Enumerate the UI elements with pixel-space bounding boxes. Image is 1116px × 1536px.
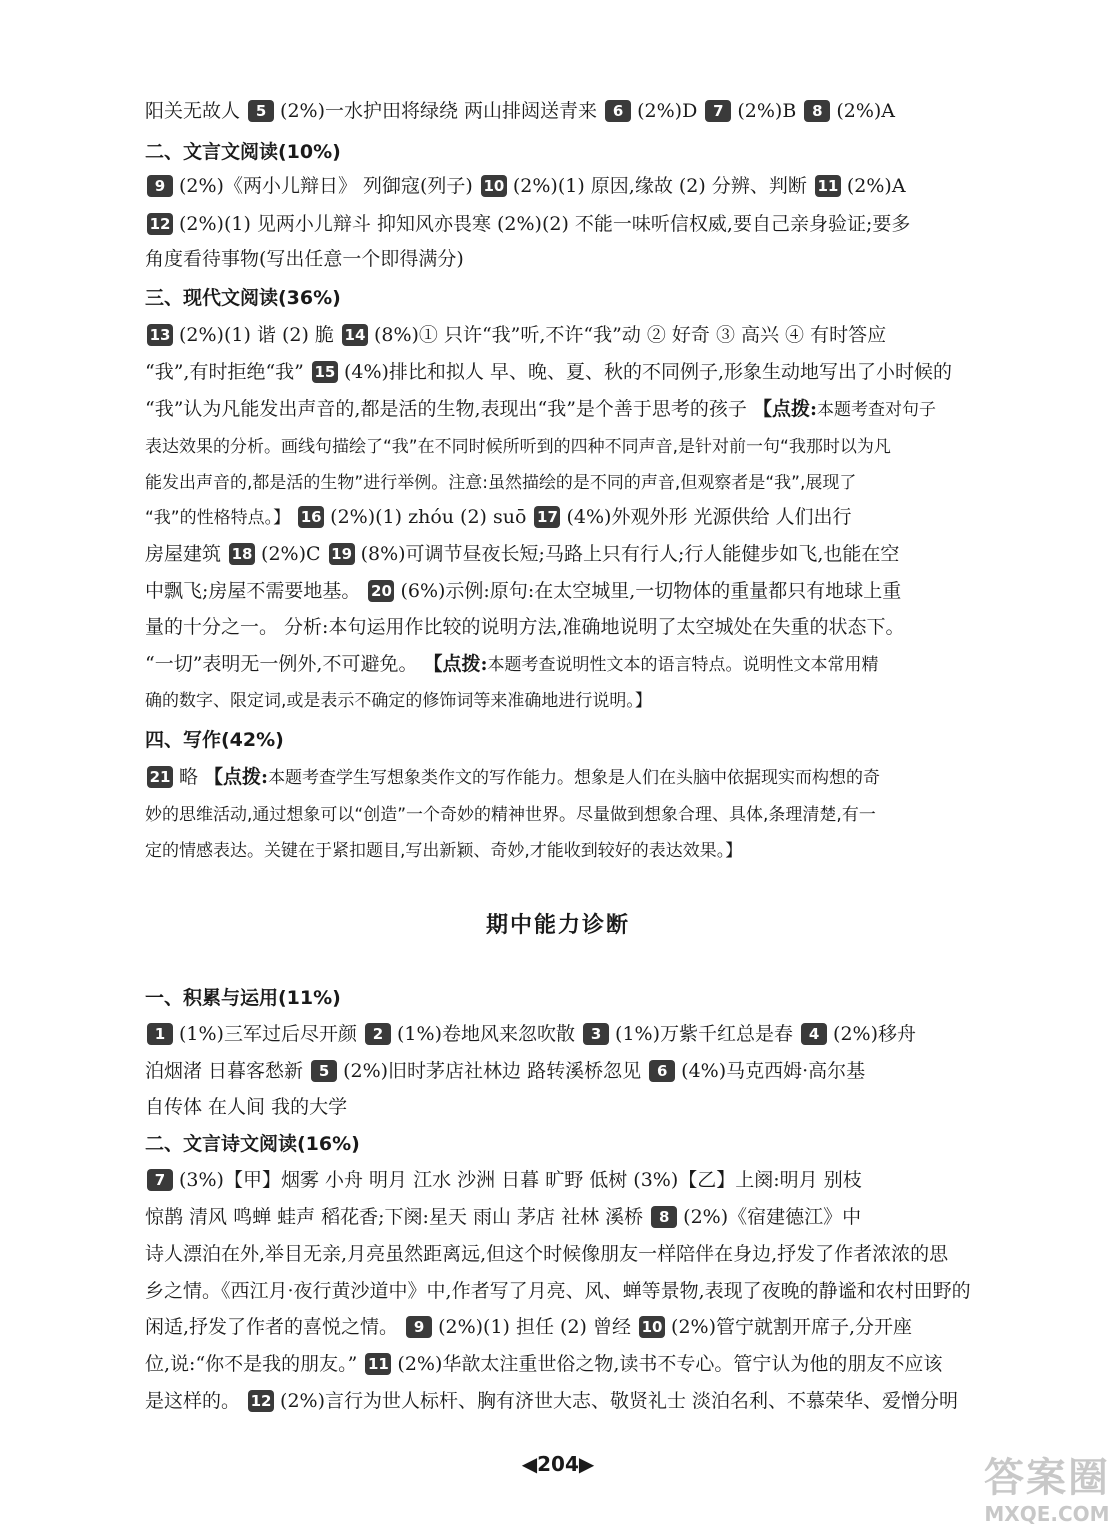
text-line: 诗人漂泊在外,举目无亲,月亮虽然距离远,但这个时候像朋友一样陪伴在身边,抒发了作者浓浓的思 [145,1243,949,1265]
text-line [145,432,1025,461]
question-number-badge: 5 [311,1060,337,1082]
tip-text: 妙的思维活动,通过想象可以“创造”一个奇妙的精神世界。尽量做到想象合理、具体,条理清楚,有一 [145,805,876,825]
text-line: 12 (2%)(1) 见两小儿辩斗 抑知风亦畏寒 (2%)(2) 不能一味听信权威,要自己亲身验证;要多 [145,210,1025,238]
text-line: 是这样的。 12 (2%)言行为世人标杆、胸有济世大志、敬贤礼士 淡泊名利、不慕荣华、爱憎分明 [145,1390,959,1412]
watermark-logo [982,1454,1112,1534]
question-number-badge: 9 [147,175,173,197]
question-number-badge: 10 [481,175,507,197]
page-number: ◀204▶ [521,1452,595,1476]
text-line: 1 (1%)三军过后尽开颜 2 (1%)卷地风来忽吹散 3 (1%)万紫千红总是春 4 (2%)移舟 [145,1020,1025,1048]
question-number-badge: 9 [406,1316,432,1338]
text-line: “我”的性格特点。】 16 (2%)(1) zhóu (2) suō 17 (4%)外观外形 光源供给 人们出行 [145,506,852,528]
text-line: “我”认为凡能发出声音的,都是活的生物,表现出“我”是个善于思考的孩子 【点拨:本题考查对句子 [145,398,936,420]
question-number-badge: 21 [147,766,173,788]
question-number-badge: 16 [298,506,324,528]
question-number-badge: 15 [312,361,338,383]
tip-text: 本题考查对句子 [817,400,936,420]
text-line: 量的十分之一。 分析:本句运用作比较的说明方法,准确地说明了太空城处在失重的状态下。 [145,616,905,638]
section-heading: 一、积累与运用(11%) [145,987,341,1009]
question-number-badge: 8 [651,1206,677,1228]
text-line: 角度看待事物(写出任意一个即得满分) [145,248,464,270]
question-number-badge: 18 [229,543,255,565]
question-number-badge: 1 [147,1023,173,1045]
question-number-badge: 10 [639,1316,665,1338]
tip-text: 定的情感表达。关键在于紧扣题目,写出新颖、奇妙,才能收到较好的表达效果。】 [145,841,743,861]
text-line: 乡之情。《西江月·夜行黄沙道中》中,作者写了月亮、风、蝉等景物,表现了夜晚的静谧和农村田野的 [145,1280,971,1302]
text-line: 9 (2%)《两小儿辩日》 列御寇(列子) 10 (2%)(1) 原因,缘故 (2) 分辨、判断 11 (2%)A [145,172,1025,200]
text-line: “一切”表明无一例外,不可避免。 【点拨:本题考查说明性文本的语言特点。说明性文本常用精 [145,653,879,675]
question-number-badge: 12 [147,213,173,235]
tip-text: 本题考查学生写想象类作文的写作能力。想象是人们在头脑中依据现实而构想的奇 [268,768,881,788]
question-number-badge: 11 [815,175,841,197]
section-heading: 四、写作(42%) [145,729,284,751]
question-number-badge: 6 [605,100,631,122]
question-number-badge: 14 [342,324,368,346]
section-heading: 二、文言诗文阅读(16%) [145,1133,360,1155]
text-line: 泊烟渚 日暮客愁新 5 (2%)旧时茅店社林边 路转溪桥忽见 6 (4%)马克西姆·高尔基 [145,1060,866,1082]
section-heading: 二、文言文阅读(10%) [145,141,341,163]
question-number-badge: 11 [365,1353,391,1375]
question-number-badge: 3 [583,1023,609,1045]
text-line: 中飘飞;房屋不需要地基。 20 (6%)示例:原句:在太空城里,一切物体的重量都只有地球上重 [145,580,902,602]
text-line [145,686,1025,715]
question-number-badge: 2 [365,1023,391,1045]
question-number-badge: 7 [147,1169,173,1191]
question-number-badge: 5 [248,100,274,122]
text-line [145,836,1025,865]
text-line: 房屋建筑 18 (2%)C 19 (8%)可调节昼夜长短;马路上只有行人;行人能健步如飞,也能在空 [145,543,900,565]
text-line: 阳关无故人 5 (2%)一水护田将绿绕 两山排闼送青来 6 (2%)D 7 (2%)B 8 (2%)A [145,100,896,122]
question-number-badge: 7 [705,100,731,122]
text-line: 闲适,抒发了作者的喜悦之情。 9 (2%)(1) 担任 (2) 曾经 10 (2%)管宁就割开席子,分开座 [145,1316,913,1338]
text-line: 自传体 在人间 我的大学 [145,1096,348,1118]
text-line: 21 略 【点拨:本题考查学生写想象类作文的写作能力。想象是人们在头脑中依据现实而构想的奇 [145,763,1025,792]
section-title: 期中能力诊断 [485,913,630,938]
question-number-badge: 4 [801,1023,827,1045]
text-line: 位,说:“你不是我的朋友。” 11 (2%)华歆太注重世俗之物,读书不专心。管宁认为他的朋友不应该 [145,1353,943,1375]
text-line: 惊鹊 清风 鸣蝉 蛙声 稻花香;下阕:星天 雨山 茅店 社林 溪桥 8 (2%)《宿建德江》中 [145,1206,862,1228]
question-number-badge: 6 [649,1060,675,1082]
tip-text: 能发出声音的,都是活的生物”进行举例。注意:虽然描绘的是不同的声音,但观察者是“我”,展现了 [145,473,857,493]
question-number-badge: 17 [534,506,560,528]
question-number-badge: 12 [248,1390,274,1412]
text-line [145,800,1025,829]
tip-text: 确的数字、限定词,或是表示不确定的修饰词等来准确地进行说明。】 [145,691,652,711]
text-line: “我”,有时拒绝“我” 15 (4%)排比和拟人 早、晚、夏、秋的不同例子,形象生动地写出了小时候的 [145,361,952,383]
tip-text: 本题考查说明性文本的语言特点。说明性文本常用精 [487,655,879,675]
section-heading: 三、现代文阅读(36%) [145,287,341,309]
watermark-url: MXQE.COM [984,1502,1110,1526]
tip-label: 【点拨: [423,653,488,675]
watermark-text: 答案圈 [984,1455,1110,1501]
question-number-badge: 13 [147,324,173,346]
text-line: 7 (3%)【甲】烟雾 小舟 明月 江水 沙洲 日暮 旷野 低树 (3%)【乙】上阕:明月 别枝 [145,1166,1025,1194]
tip-label: 【点拨: [204,766,269,788]
tip-label: 【点拨: [752,398,817,420]
tip-text: 表达效果的分析。画线句描绘了“我”在不同时候所听到的四种不同声音,是针对前一句“我那时以为凡 [145,437,891,457]
tip-text: “我”的性格特点。】 [145,508,291,528]
question-number-badge: 8 [804,100,830,122]
text-line: 13 (2%)(1) 谐 (2) 脆 14 (8%)① 只许“我”听,不许“我”动 ② 好奇 ③ 高兴 ④ 有时答应 [145,321,1025,349]
text-line [145,468,1025,497]
question-number-badge: 20 [368,580,394,602]
question-number-badge: 19 [329,543,355,565]
